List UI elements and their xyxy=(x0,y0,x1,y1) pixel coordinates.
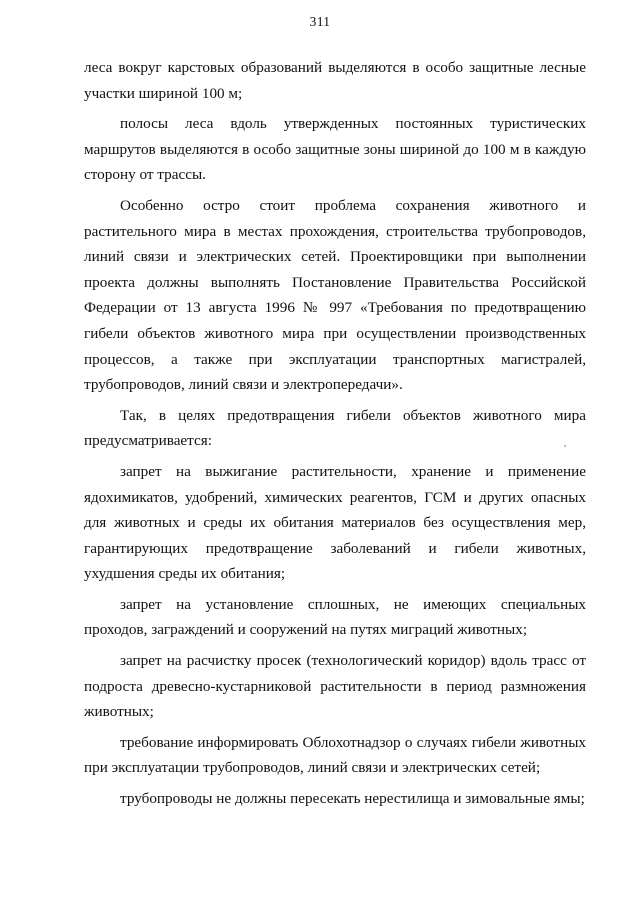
paragraph-karst-forests: леса вокруг карстовых образований выделяются в особо защитные лесные участки шириной 100 м; xyxy=(84,59,586,102)
list-item-fencing-ban: запрет на установление сплошных, не имеющих специальных проходов, заграждений и сооружений на путях миграций животных; xyxy=(84,595,586,639)
list-item-burning-ban: запрет на выжигание растительности, хранение и применение ядохимикатов, удобрений, химических реагентов, ГСМ и других опасных для животных и среды их обитания материалов без осуществления мер, гарантирующих предотвращение заболеваний и гибели животных, ухудшения среды их обитания; xyxy=(84,462,586,583)
list-item-spawning-grounds: трубопроводы не должны пересекать нерестилища и зимовальные ямы; xyxy=(120,790,585,808)
paragraph-wildlife-protection: Особенно остро стоит проблема сохранения животного и растительного мира в местах прохождения, строительства трубопроводов, линий связи и электрических сетей. Проектировщики при выполнении проекта должны выполнять Постановление Правительства Российской Федерации от 13 августа 1996 № 997 «Требования по предотвращению гибели объектов животного мира при осуществлении производственных процессов, а также при эксплуатации транспортных магистралей, трубопроводов, линий связи и электропередачи». xyxy=(84,196,586,394)
scan-speck: , xyxy=(564,438,567,448)
page-number: 311 xyxy=(309,14,331,29)
paragraph-measures-intro: Так, в целях предотвращения гибели объектов животного мира предусматривается: xyxy=(84,406,586,450)
list-item-clearing-ban: запрет на расчистку просек (технологический коридор) вдоль трасс от подроста древесно-кустарниковой растительности в период размножения животных; xyxy=(84,652,586,721)
document-body xyxy=(84,55,586,812)
paragraph-tourist-routes: полосы леса вдоль утвержденных постоянных туристических маршрутов выделяются в особо защитные зоны шириной до 100 м в каждую сторону от трассы. xyxy=(84,115,586,184)
list-item-reporting-requirement: требование информировать Облохотнадзор о случаях гибели животных при эксплуатации трубопроводов, линий связи и электрических сетей; xyxy=(84,733,586,777)
